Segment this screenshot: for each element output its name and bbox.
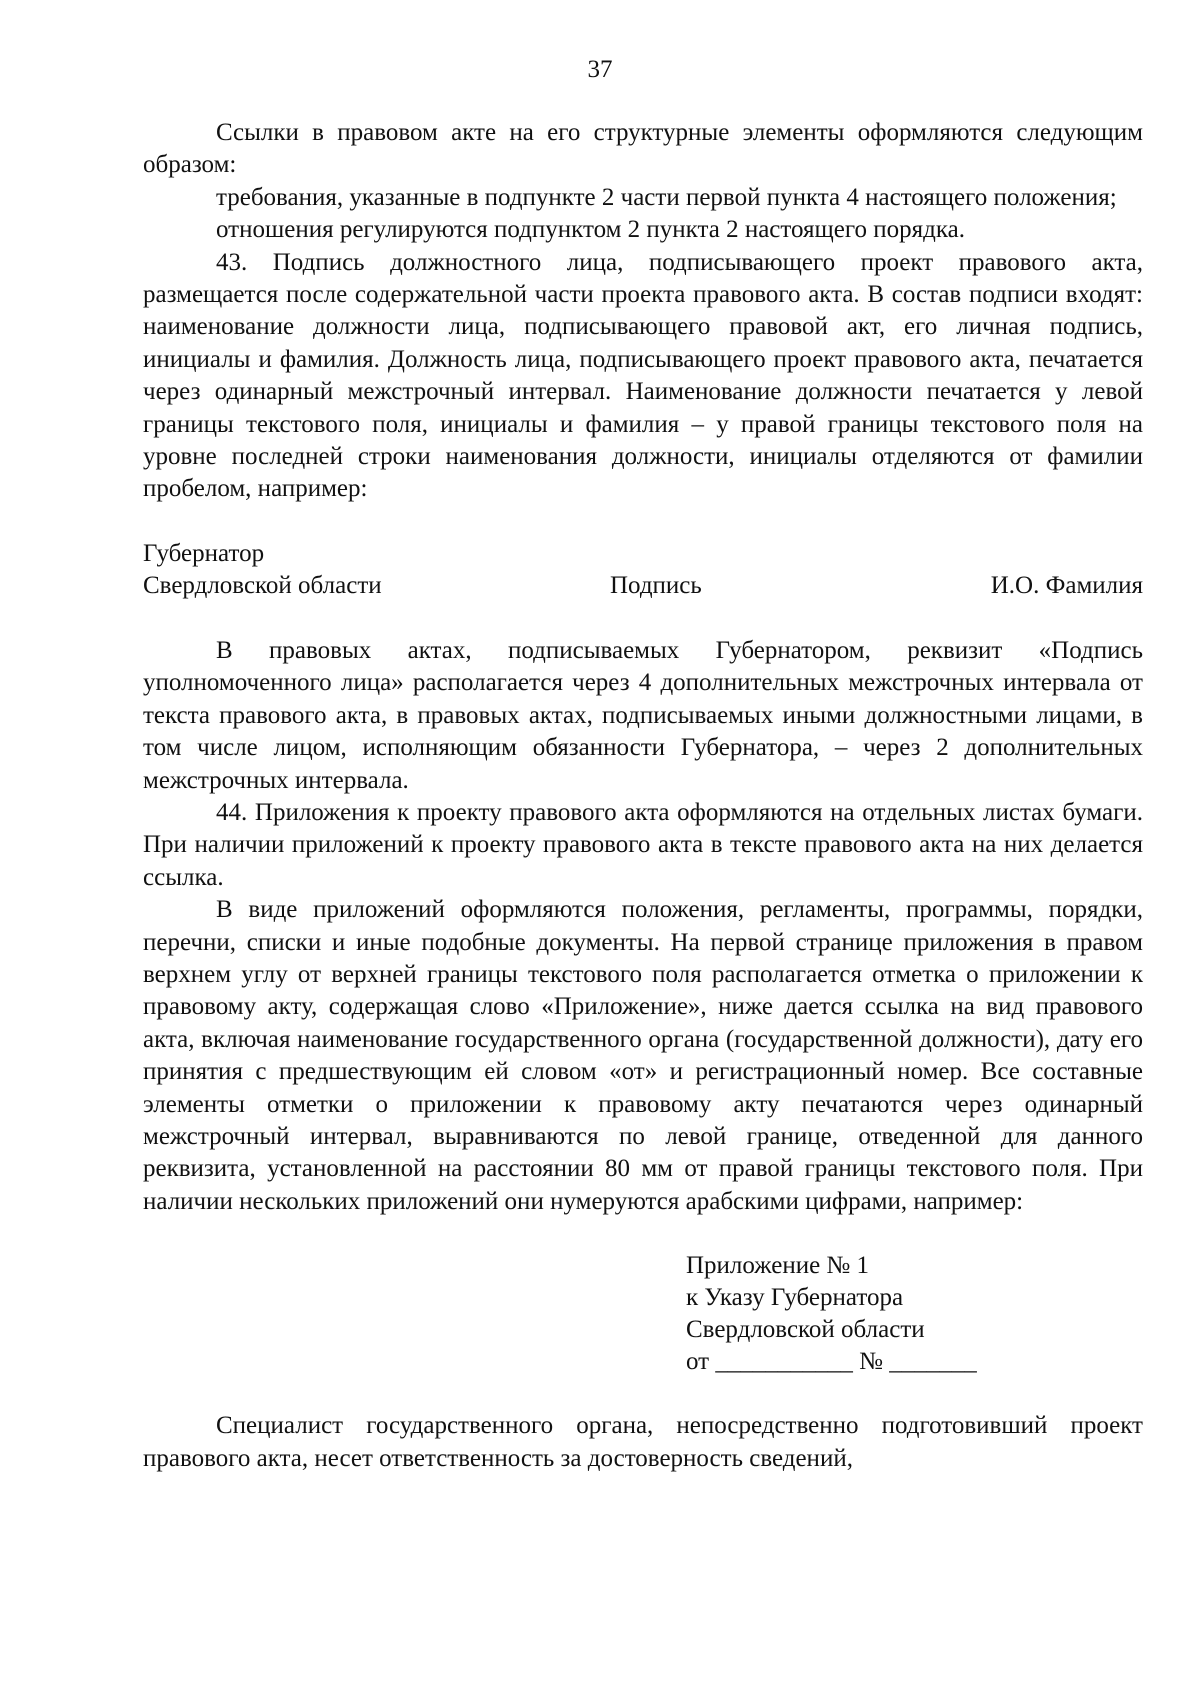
signature-example [143,538,1143,603]
spacer [143,1378,1143,1410]
appendix-example [686,1250,1143,1378]
appendix-line: от ___________ № _______ [686,1348,977,1376]
signature-name: И.О. Фамилия [990,571,1143,599]
appendix-line: Приложение № 1 [686,1252,870,1280]
paragraph: В виде приложений оформляются положения, регламенты, программы, порядки, перечни, списки и иные подобные документы. На первой странице приложения в правом верхнем углу от верхней границы текстового поля располагается отметка о приложении к правовому акту, содержащая слово «Приложение», ниже дается ссылка на вид правового акта, включая наименование государственного органа (государственной должности), дату его принятия с предшествующим ей словом «от» и регистрационный номер. Все составные элементы отметки о приложении к правовому акту печатаются через одинарный межстрочный интервал, выравниваются по левой границе, отведенной для данного реквизита, установленной на расстоянии 80 мм от правой границы текстового поля. При наличии нескольких приложений они нумеруются арабскими цифрами, например: [143,896,1143,1215]
appendix-line: Свердловской области [686,1316,925,1344]
paragraph: 43. Подпись должностного лица, подписывающего проект правового акта, размещается после содержательной части проекта правового акта. В состав подписи входят: наименование должности лица, подписывающего правовой акт, его личная подпись, инициалы и фамилия. Должность лица, подписывающего проект правового акта, печатается через одинарный межстрочный интервал. Наименование должности печатается у левой границы текстового поля, инициалы и фамилия – у правой границы текстового поля на уровне последней строки наименования должности, инициалы отделяются от фамилии пробелом, например: [143,248,1143,503]
signature-position-line2: Свердловской области [143,571,382,599]
signature-position-line1: Губернатор [143,539,265,567]
paragraph: требования, указанные в подпункте 2 части первой пункта 4 настоящего положения; [216,183,1117,211]
appendix-line: к Указу Губернатора [686,1284,904,1312]
signature-placeholder: Подпись [610,571,702,599]
paragraph: В правовых актах, подписываемых Губернатором, реквизит «Подпись уполномоченного лица» располагается через 4 дополнительных межстрочных интервала от текста правового акта, в правовых актах, подписываемых иными должностными лицами, в том числе лицом, исполняющим обязанности Губернатора, – через 2 дополнительных межстрочных интервала. [143,636,1143,794]
spacer [143,603,1143,635]
paragraph: Ссылки в правовом акте на его структурные элементы оформляются следующим образом: [143,119,1143,179]
paragraph: отношения регулируются подпунктом 2 пункта 2 настоящего порядка. [216,216,965,244]
paragraph: Специалист государственного органа, непосредственно подготовивший проект правового акта, несет ответственность за достоверность сведений, [143,1412,1143,1472]
document-body [143,117,1143,1475]
page-number: 37 [587,56,613,83]
paragraph: 44. Приложения к проекту правового акта оформляются на отдельных листах бумаги. При наличии приложений к проекту правового акта в тексте правового акта на них делается ссылка. [143,798,1143,891]
